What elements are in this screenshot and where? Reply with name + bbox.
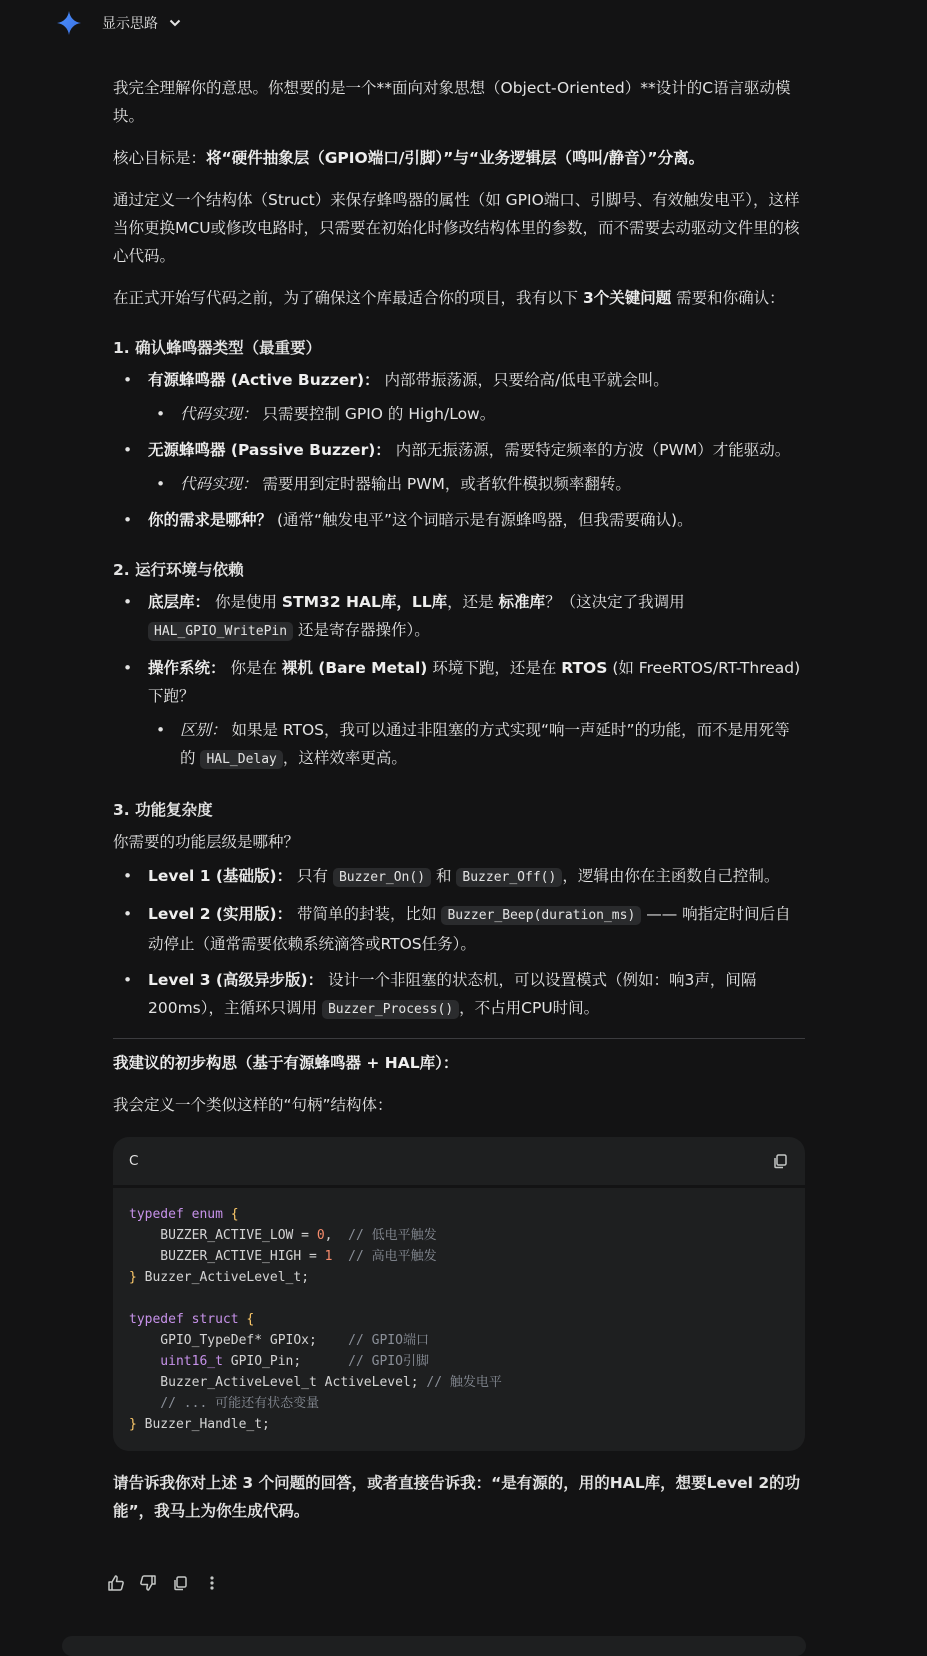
thumbs-down-icon[interactable] — [136, 1571, 160, 1595]
copy-code-icon[interactable] — [771, 1152, 789, 1170]
code-block-header — [113, 1137, 805, 1188]
list-item: • Level 1 (基础版)： 只有 Buzzer_On() 和 Buzzer_Off() ，逻辑由你在主函数自己控制。 — [113, 862, 805, 892]
list-item: • 操作系统： 你是在 裸机 (Bare Metal) 环境下跑，还是在 RTOS (如 FreeRTOS/RT-Thread) 下跑？ • 区别： 如果是 RTOS，我可以通过非阻塞的方式实现“响一声延时”的功能，而不是用死等的 HAL_Delay ，这样效率更高。 — [113, 654, 805, 774]
list-item: • 无源蜂鸣器 (Passive Buzzer)： 内部无振荡源，需要特定频率的方波（PWM）才能驱动。 • 代码实现： 需要用到定时器输出 PWM，或者软件模拟频率翻转。 — [113, 436, 805, 498]
inline-code: HAL_GPIO_WritePin — [148, 622, 293, 641]
list-item: • Level 2 (实用版)： 带简单的封装，比如 Buzzer_Beep(duration_ms) —— 响指定时间后自动停止（通常需要依赖系统滴答或RTOS任务）。 — [113, 900, 805, 958]
section-3-list — [113, 862, 805, 1024]
chevron-down-icon — [168, 16, 182, 30]
intro-paragraph-4: 在正式开始写代码之前，为了确保这个库最适合你的项目，我有以下 3个关键问题 需要和你确认： — [113, 289, 785, 307]
list-item: • 底层库： 你是使用 STM32 HAL库，LL库，还是 标准库？（这决定了我调用 HAL_GPIO_WritePin 还是寄存器操作）。 — [113, 588, 805, 646]
intro-paragraph-2: 核心目标是：将“硬件抽象层（GPIO端口/引脚）”与“业务逻辑层（鸣叫/静音）”分离。 — [113, 149, 705, 167]
intro-paragraph-1: 我完全理解你的意思。你想要的是一个**面向对象思想（Object-Oriented）**设计的C语言驱动模块。 — [113, 79, 791, 125]
copy-response-icon[interactable] — [168, 1571, 192, 1595]
intro-paragraph-3: 通过定义一个结构体（Struct）来保存蜂鸣器的属性（如 GPIO端口、引脚号、有效触发电平），这样当你更换MCU或修改电路时，只需要在初始化时修改结构体里的参数，而不需要去动驱动文件里的核心代码。 — [113, 191, 800, 265]
section-1-list — [113, 366, 805, 534]
list-item: • 代码实现： 只需要控制 GPIO 的 High/Low。 — [148, 400, 805, 428]
list-item: • Level 3 (高级异步版)： 设计一个非阻塞的状态机，可以设置模式（例如：响3声，间隔200ms），主循环只调用 Buzzer_Process() ，不占用CPU时间。 — [113, 966, 805, 1024]
code-content: typedef enum { BUZZER_ACTIVE_LOW = 0, // 低电平触发 BUZZER_ACTIVE_HIGH = 1 // 高电平触发 } Buzzer_ActiveLevel_t; typedef struct { GPIO_TypeDef* GPIOx; // GPIO端口 uint16_t GPIO_Pin; // GPIO引脚 Buzzer_ActiveLevel_t ActiveLevel; // 触发电平 // ... 可能还有状态变量 } Buzzer_Handle_t; — [129, 1207, 502, 1432]
section-3-title: 3. 功能复杂度 — [113, 801, 213, 819]
code-block — [113, 1137, 805, 1451]
inline-code: Buzzer_Off() — [456, 868, 562, 887]
inline-code: HAL_Delay — [200, 750, 282, 769]
gemini-spark-icon — [56, 10, 82, 36]
response-actions — [104, 1571, 232, 1595]
inline-code: Buzzer_Process() — [322, 1000, 459, 1019]
code-language-label: C — [129, 1153, 139, 1169]
section-1-title: 1. 确认蜂鸣器类型（最重要） — [113, 339, 322, 357]
list-item: • 区别： 如果是 RTOS，我可以通过非阻塞的方式实现“响一声延时”的功能，而不是用死等的 HAL_Delay ，这样效率更高。 — [148, 716, 805, 774]
show-thinking-label: 显示思路 — [102, 16, 158, 32]
response-body — [113, 74, 805, 1539]
section-2-list — [113, 588, 805, 774]
closing-paragraph: 请告诉我你对上述 3 个问题的回答，或者直接告诉我：“是有源的，用的HAL库，想要Level 2的功能”，我马上为你生成代码。 — [113, 1474, 801, 1520]
response-header — [56, 10, 182, 36]
list-item: • 有源蜂鸣器 (Active Buzzer)： 内部带振荡源，只要给高/低电平就会叫。 • 代码实现： 只需要控制 GPIO 的 High/Low。 — [113, 366, 805, 428]
divider — [113, 1038, 805, 1039]
list-item: • 代码实现： 需要用到定时器输出 PWM，或者软件模拟频率翻转。 — [148, 470, 805, 498]
more-options-icon[interactable] — [200, 1571, 224, 1595]
list-item: • 你的需求是哪种？ (通常“触发电平”这个词暗示是有源蜂鸣器，但我需要确认)。 — [113, 506, 805, 534]
section-2-title: 2. 运行环境与依赖 — [113, 561, 244, 579]
proposal-lead: 我会定义一个类似这样的“句柄”结构体： — [113, 1096, 393, 1114]
proposal-title: 我建议的初步构思（基于有源蜂鸣器 + HAL库）： — [113, 1054, 459, 1072]
section-3-lead: 你需要的功能层级是哪种？ — [113, 833, 300, 851]
inline-code: Buzzer_On() — [333, 868, 431, 887]
show-thinking-toggle[interactable] — [102, 13, 182, 33]
inline-code: Buzzer_Beep(duration_ms) — [441, 906, 641, 925]
prompt-input-edge[interactable] — [62, 1636, 806, 1656]
thumbs-up-icon[interactable] — [104, 1571, 128, 1595]
